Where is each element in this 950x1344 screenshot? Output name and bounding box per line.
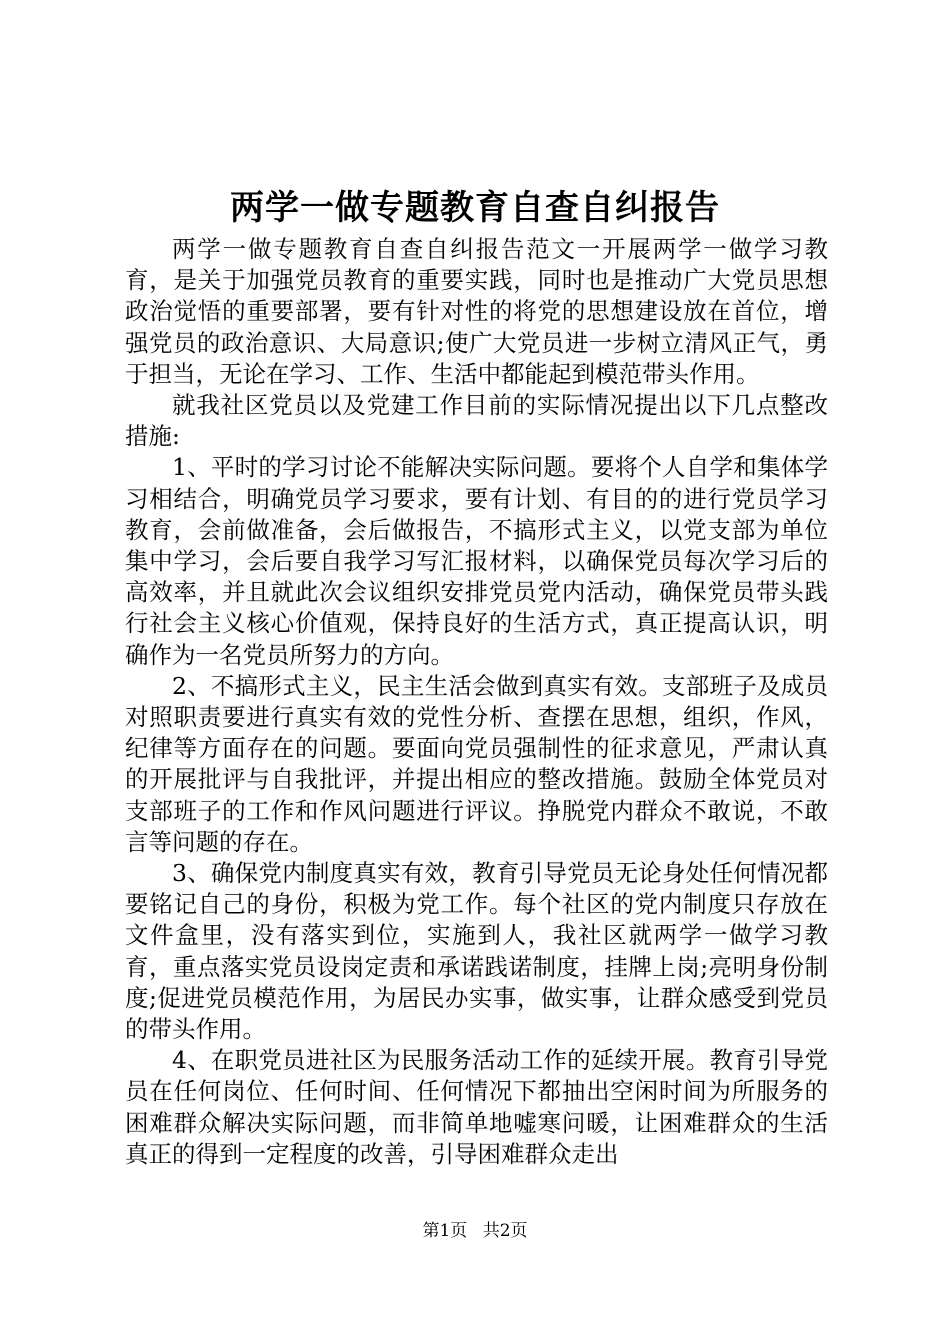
paragraph-intro: 两学一做专题教育自查自纠报告范文一开展两学一做学习教育，是关于加强党员教育的重要实践，同时也是推动广大党员思想政治觉悟的重要部署，要有针对性的将党的思想建设放在首位，增强党员的政治意识、大局意识;使广大党员进一步树立清风正气，勇于担当，无论在学习、工作、生活中都能起到模范带头作用。 [125,235,828,388]
paragraph-measures-intro: 就我社区党员以及党建工作目前的实际情况提出以下几点整改措施: [125,391,828,451]
page-footer [0,1219,950,1243]
page-number-current: 第1页 [422,1221,468,1241]
paragraph-measure-4: 4、在职党员进社区为民服务活动工作的延续开展。教育引导党员在任何岗位、任何时间、任何情况下都抽出空闲时间为所服务的困难群众解决实际问题，而非简单地嘘寒问暖，让困难群众的生活真正的得到一定程度的改善，引导困难群众走出 [125,1046,828,1168]
page-number-total: 共2页 [482,1221,528,1241]
paragraph-measure-3: 3、确保党内制度真实有效，教育引导党员无论身处任何情况都要铭记自己的身份，积极为党工作。每个社区的党内制度只存放在文件盒里，没有落实到位，实施到人，我社区就两学一做学习教育，重点落实党员设岗定责和承诺践诺制度，挂牌上岗;亮明身份制度;促进党员模范作用，为居民办实事，做实事，让群众感受到党员的带头作用。 [125,859,828,1044]
paragraph-measure-2: 2、不搞形式主义，民主生活会做到真实有效。支部班子及成员对照职责要进行真实有效的党性分析、查摆在思想，组织，作风，纪律等方面存在的问题。要面向党员强制性的征求意见，严肃认真的开展批评与自我批评，并提出相应的整改措施。鼓励全体党员对支部班子的工作和作风问题进行评议。挣脱党内群众不敢说，不敢言等问题的存在。 [125,671,828,856]
document-title: 两学一做专题教育自查自纠报告 [230,188,720,228]
document-body [125,234,828,1170]
paragraph-measure-1: 1、平时的学习讨论不能解决实际问题。要将个人自学和集体学习相结合，明确党员学习要求，要有计划、有目的的进行党员学习教育，会前做准备，会后做报告，不搞形式主义，以党支部为单位集中学习，会后要自我学习写汇报材料，以确保党员每次学习后的高效率，并且就此次会议组织安排党员党内活动，确保党员带头践行社会主义核心价值观，保持良好的生活方式，真正提高认识，明确作为一名党员所努力的方向。 [125,453,828,669]
